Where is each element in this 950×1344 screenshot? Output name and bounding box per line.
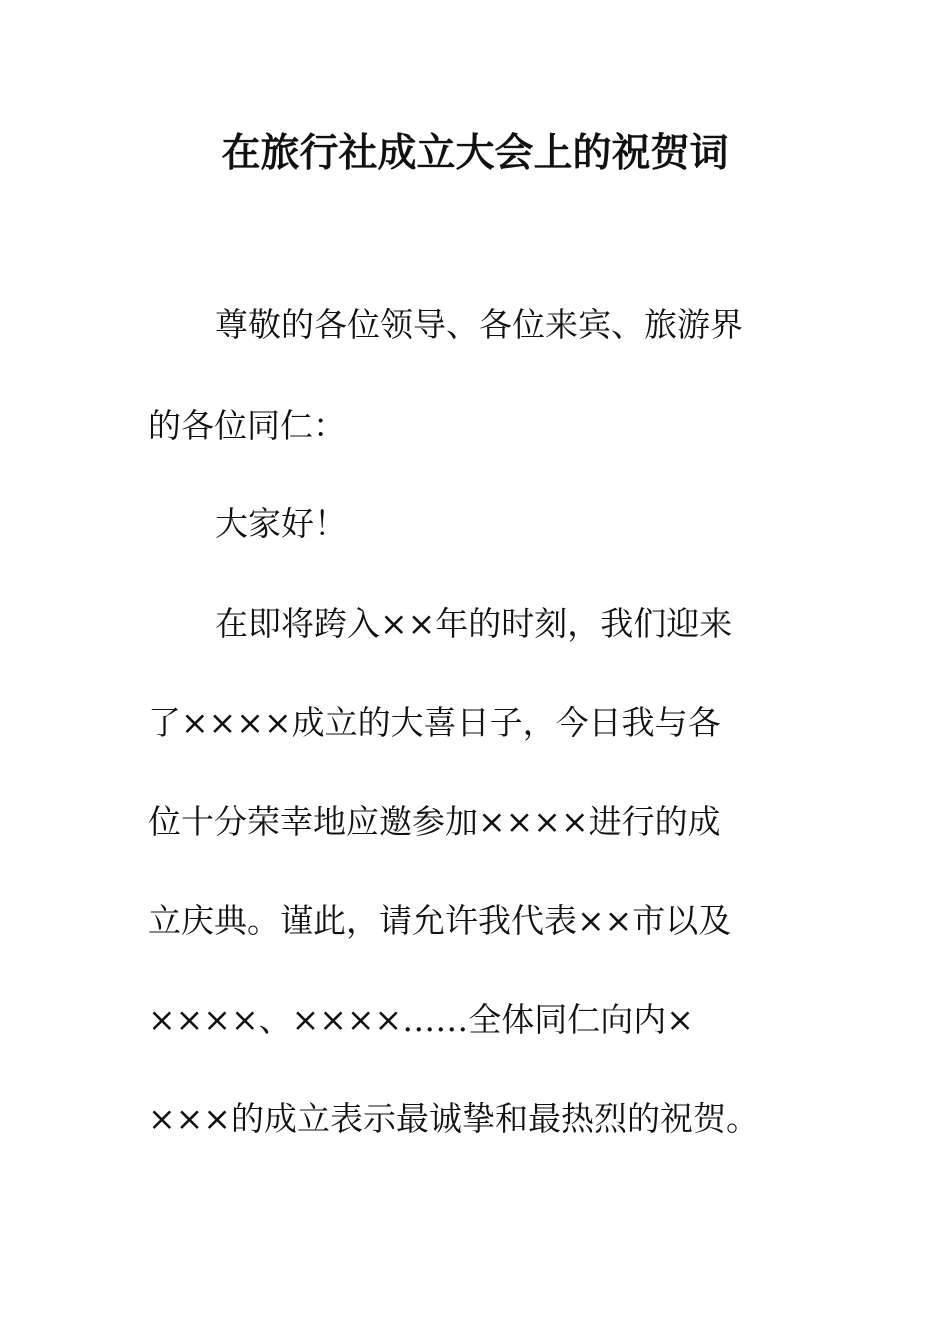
document-title: 在旅行社成立大会上的祝贺词 [221, 131, 729, 176]
paragraph-line-1: 尊敬的各位领导、各位来宾、旅游界 [215, 305, 743, 344]
paragraph-line-8: ××××、××××……全体同仁向内× [148, 1000, 694, 1039]
paragraph-line-6: 位十分荣幸地应邀参加××××进行的成 [148, 802, 721, 841]
paragraph-line-4: 在即将跨入××年的时刻，我们迎来 [215, 604, 733, 643]
paragraph-line-3: 大家好！ [215, 504, 347, 543]
paragraph-line-5: 了××××成立的大喜日子，今日我与各 [148, 703, 721, 742]
paragraph-line-7: 立庆典。谨此，请允许我代表××市以及 [148, 901, 732, 940]
paragraph-line-2: 的各位同仁： [148, 406, 346, 445]
paragraph-line-9: ×××的成立表示最诚挚和最热烈的祝贺。 [148, 1099, 759, 1138]
